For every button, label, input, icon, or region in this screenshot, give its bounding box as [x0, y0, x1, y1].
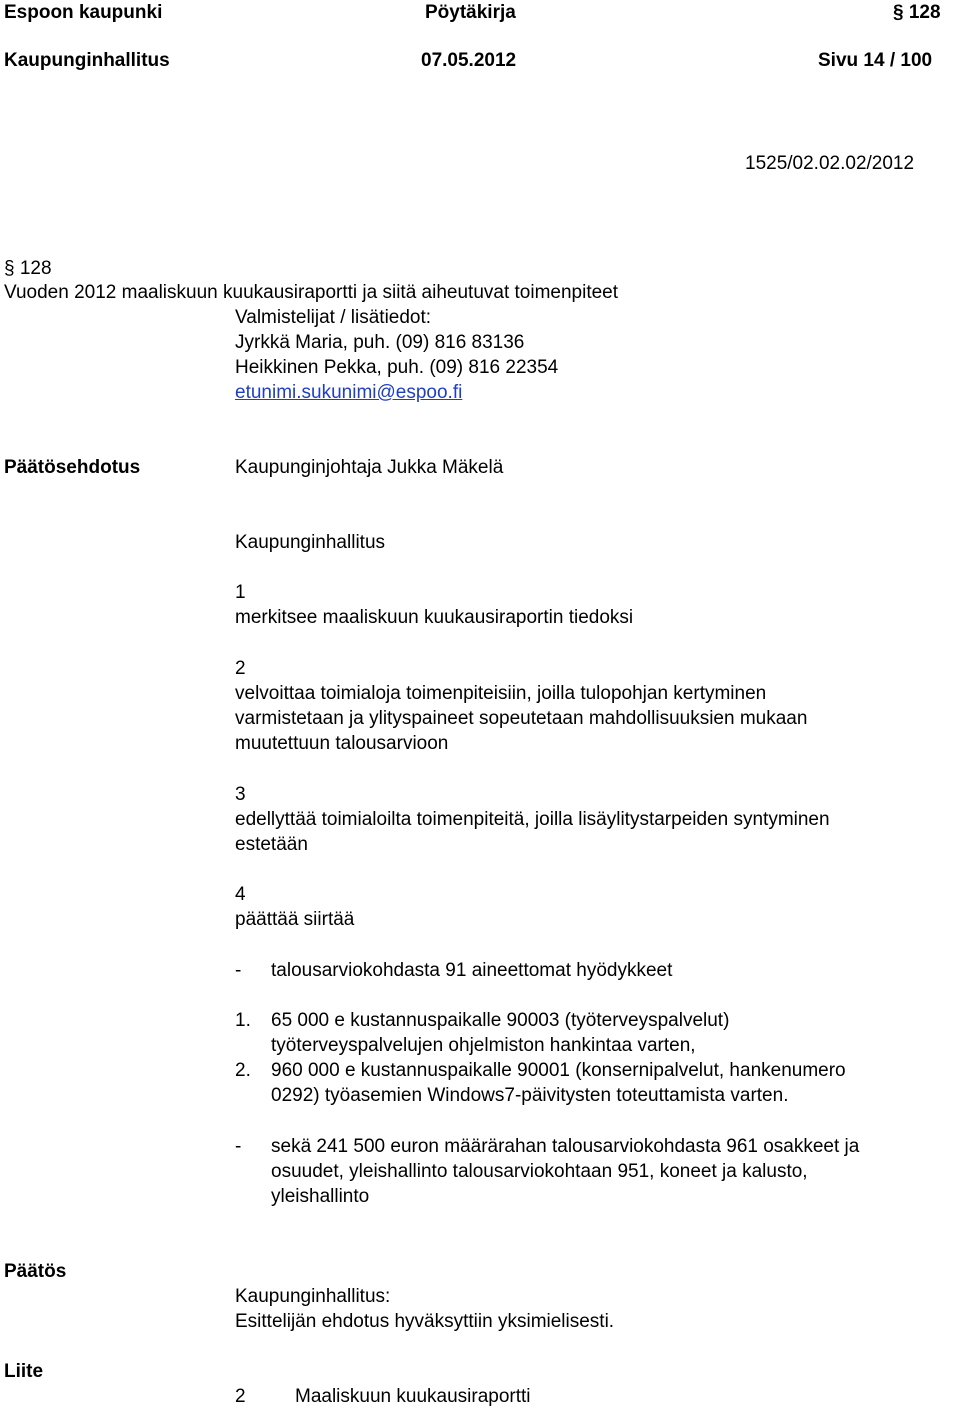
proposal-item-3-line: edellyttää toimialoilta toimenpiteitä, joilla lisäylitystarpeiden syntyminen — [235, 809, 830, 830]
body-name: Kaupunginhallitus — [4, 50, 170, 71]
proposal-body-name: Kaupunginhallitus — [235, 532, 386, 553]
numbered-2-marker: 2. — [235, 1060, 251, 1081]
dash-marker: - — [235, 960, 242, 981]
dash-2-line: sekä 241 500 euron määrärahan talousarviokohdasta 961 osakkeet ja — [271, 1136, 860, 1157]
dash-2-line: yleishallinto — [271, 1186, 370, 1207]
attachment-number: 2 — [235, 1386, 246, 1407]
document-type: Pöytäkirja — [425, 2, 516, 23]
proposal-item-3-number: 3 — [235, 784, 246, 805]
decision-text: Esittelijän ehdotus hyväksyttiin yksimielisesti. — [235, 1311, 615, 1332]
page-number: Sivu 14 / 100 — [818, 50, 933, 71]
proposal-item-3-line: estetään — [235, 834, 308, 855]
item-title: Vuoden 2012 maaliskuun kuukausiraportti ja siitä aiheutuvat toimenpiteet — [4, 282, 619, 303]
decision-label: Päätös — [4, 1261, 67, 1282]
dash-1-text: talousarviokohdasta 91 aineettomat hyödykkeet — [271, 960, 673, 981]
proposal-item-1-number: 1 — [235, 582, 246, 603]
section-symbol: § — [893, 2, 904, 23]
item-number — [4, 256, 52, 281]
header-section-number — [893, 0, 941, 25]
item-number-value: 128 — [19, 258, 52, 279]
email-link[interactable]: etunimi.sukunimi@espoo.fi — [235, 382, 463, 403]
numbered-1-marker: 1. — [235, 1010, 251, 1031]
numbered-2-line: 0292) työasemien Windows7-päivitysten toteuttamista varten. — [271, 1085, 789, 1106]
section-symbol: § — [4, 258, 15, 279]
presenter: Kaupunginjohtaja Jukka Mäkelä — [235, 457, 504, 478]
case-number: 1525/02.02.02/2012 — [745, 153, 915, 174]
numbered-1-line: työterveyspalvelujen ohjelmiston hankintaa varten, — [271, 1035, 696, 1056]
proposal-item-2-line: velvoittaa toimialoja toimenpiteisiin, joilla tulopohjan kertyminen — [235, 683, 767, 704]
proposal-item-1-line: merkitsee maaliskuun kuukausiraportin tiedoksi — [235, 607, 634, 628]
proposal-item-2-line: muutettuun talousarvioon — [235, 733, 449, 754]
proposal-item-2-line: varmistetaan ja ylityspaineet sopeutetaan mahdollisuuksien mukaan — [235, 708, 808, 729]
numbered-2-line: 960 000 e kustannuspaikalle 90001 (konsernipalvelut, hankenumero — [271, 1060, 846, 1081]
header-section-value: 128 — [908, 2, 941, 23]
proposal-label: Päätösehdotus — [4, 457, 141, 478]
preparer-2: Heikkinen Pekka, puh. (09) 816 22354 — [235, 357, 559, 378]
proposal-item-4-line: päättää siirtää — [235, 909, 355, 930]
proposal-item-2-number: 2 — [235, 658, 246, 679]
dash-marker: - — [235, 1136, 242, 1157]
preparer-email — [235, 380, 462, 405]
preparers-label: Valmistelijat / lisätiedot: — [235, 307, 432, 328]
attachment-label: Liite — [4, 1361, 44, 1382]
preparer-1: Jyrkkä Maria, puh. (09) 816 83136 — [235, 332, 525, 353]
numbered-1-line: 65 000 e kustannuspaikalle 90003 (työterveyspalvelut) — [271, 1010, 730, 1031]
decision-body-name: Kaupunginhallitus: — [235, 1286, 391, 1307]
attachment-title[interactable]: Maaliskuun kuukausiraportti — [295, 1386, 531, 1407]
dash-2-line: osuudet, yleishallinto talousarviokohtaan 951, koneet ja kalusto, — [271, 1161, 808, 1182]
org-name: Espoon kaupunki — [4, 2, 163, 23]
proposal-item-4-number: 4 — [235, 884, 246, 905]
meeting-date: 07.05.2012 — [421, 50, 517, 71]
